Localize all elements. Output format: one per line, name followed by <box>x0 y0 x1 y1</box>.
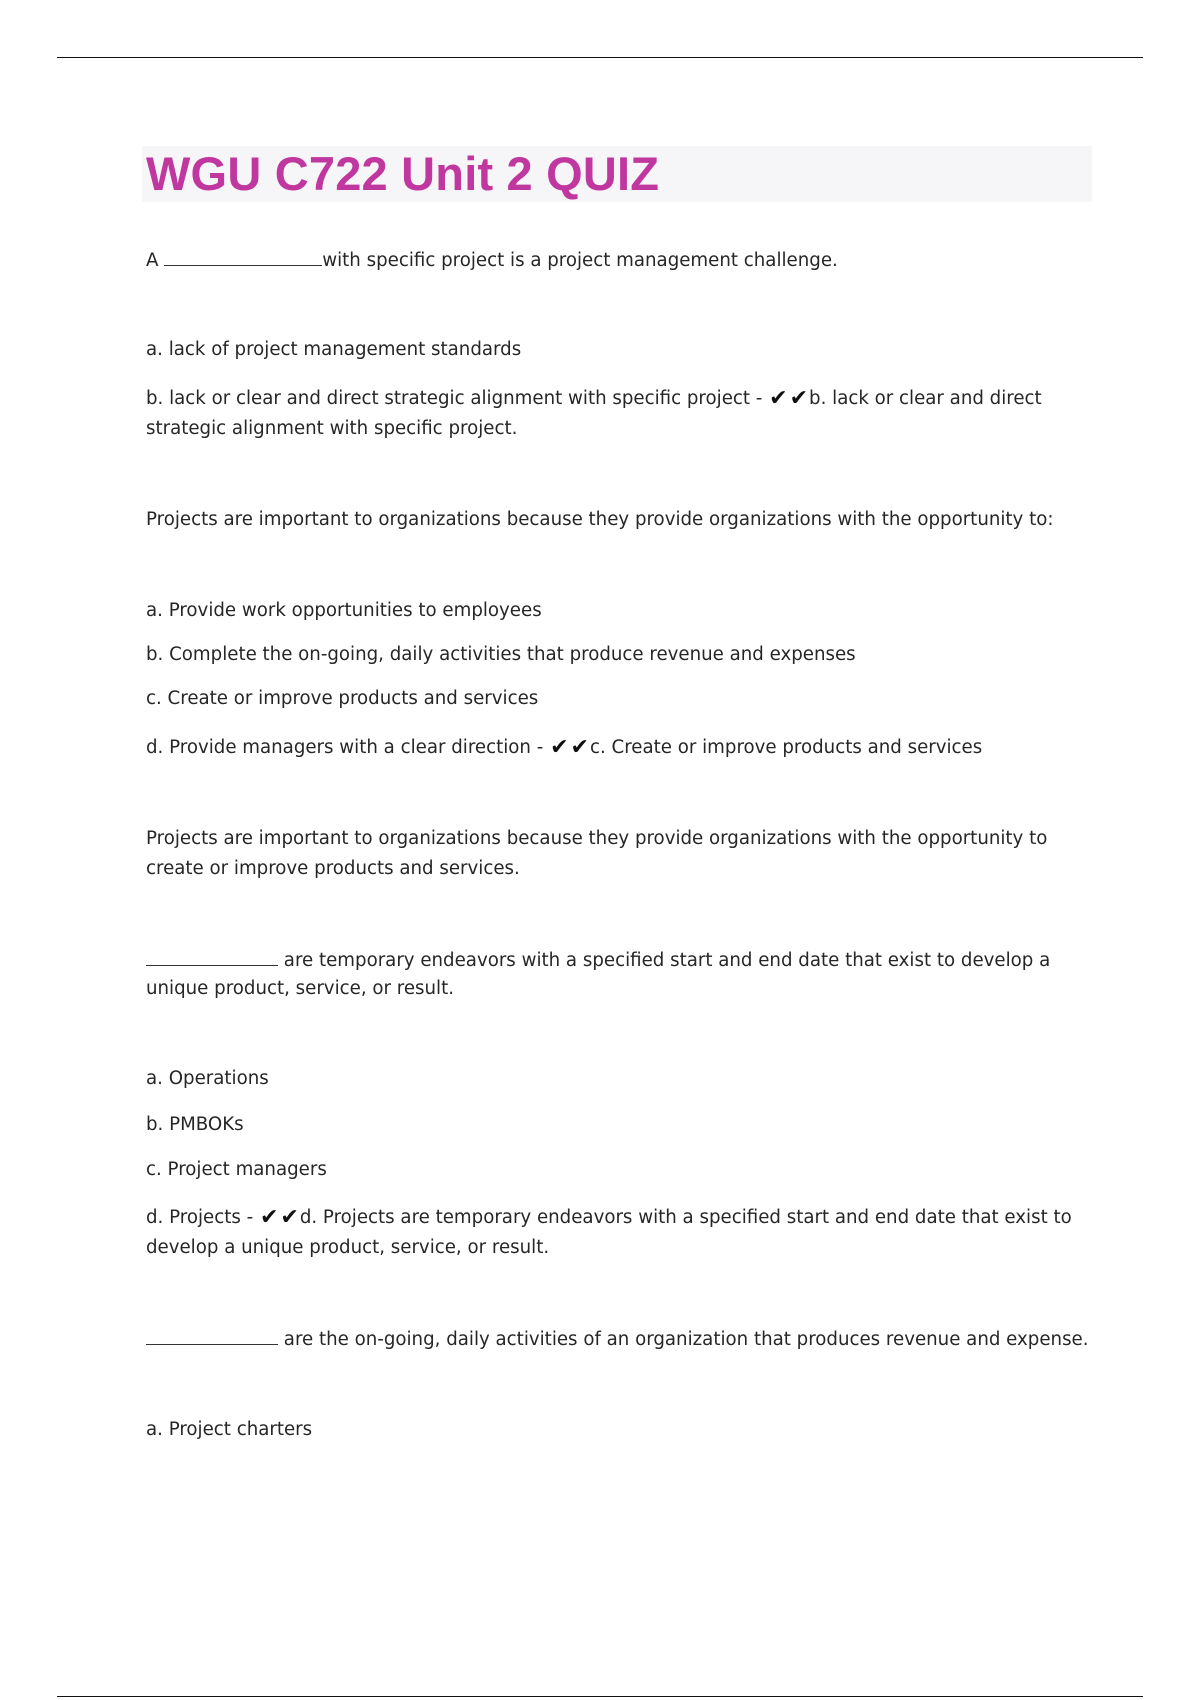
fill-in-blank <box>164 245 322 266</box>
check-icon: ✔ <box>570 735 589 760</box>
check-icon: ✔ <box>259 1205 279 1230</box>
check-icon: ✔ <box>550 735 569 760</box>
document-title: WGU C722 Unit 2 QUIZ <box>146 147 660 200</box>
q3-option-a: a. Operations <box>146 1068 269 1089</box>
question-4 <box>146 1324 1089 1355</box>
footer-rule <box>57 1696 1143 1697</box>
q1-option-b-text: b. lack or clear and direct strategic alignment with specific project - <box>146 388 763 409</box>
question-1-prefix: A <box>146 250 159 271</box>
q1-answer-text: b. lack or clear and direct <box>809 388 1042 409</box>
q3-answer-text: d. Projects are temporary endeavors with a specified start and end date that exist to <box>299 1207 1072 1228</box>
fill-in-blank <box>146 945 278 966</box>
header-rule <box>57 57 1143 58</box>
q2-option-b: b. Complete the on-going, daily activities that produce revenue and expenses <box>146 644 856 665</box>
q3-option-b: b. PMBOKs <box>146 1114 244 1135</box>
question-3-continued: unique product, service, or result. <box>146 978 454 999</box>
question-2: Projects are important to organizations because they provide organizations with the opportunity to: <box>146 509 1054 530</box>
q4-option-a: a. Project charters <box>146 1419 313 1440</box>
check-icon: ✔ <box>789 386 809 411</box>
question-1-suffix: with specific project is a project management challenge. <box>322 250 838 271</box>
question-4-text: are the on-going, daily activities of an organization that produces revenue and expense. <box>283 1329 1089 1350</box>
q1-option-a: a. lack of project management standards <box>146 339 522 360</box>
q1-answer-continued: strategic alignment with specific project. <box>146 418 518 439</box>
q2-option-c: c. Create or improve products and services <box>146 688 539 709</box>
question-1 <box>146 245 1086 276</box>
q2-answer-text: c. Create or improve products and services <box>589 737 983 758</box>
answer-statement-line-1: Projects are important to organizations because they provide organizations with the opportunity to <box>146 828 1048 849</box>
q3-option-d-text: d. Projects - <box>146 1207 254 1228</box>
check-icon: ✔ <box>769 386 788 411</box>
question-3 <box>146 945 1086 976</box>
fill-in-blank <box>146 1324 278 1345</box>
answer-statement-line-2: create or improve products and services. <box>146 858 520 879</box>
q2-option-d <box>146 733 1086 763</box>
q3-option-c: c. Project managers <box>146 1159 327 1180</box>
check-icon: ✔ <box>280 1205 299 1230</box>
q2-option-a: a. Provide work opportunities to employees <box>146 600 542 621</box>
q3-answer-continued: develop a unique product, service, or result. <box>146 1237 550 1258</box>
q3-option-d <box>146 1203 1086 1233</box>
q1-option-b <box>146 384 1086 414</box>
q2-option-d-text: d. Provide managers with a clear direction - <box>146 737 544 758</box>
question-3-text: are temporary endeavors with a specified start and end date that exist to develop a <box>283 950 1051 971</box>
